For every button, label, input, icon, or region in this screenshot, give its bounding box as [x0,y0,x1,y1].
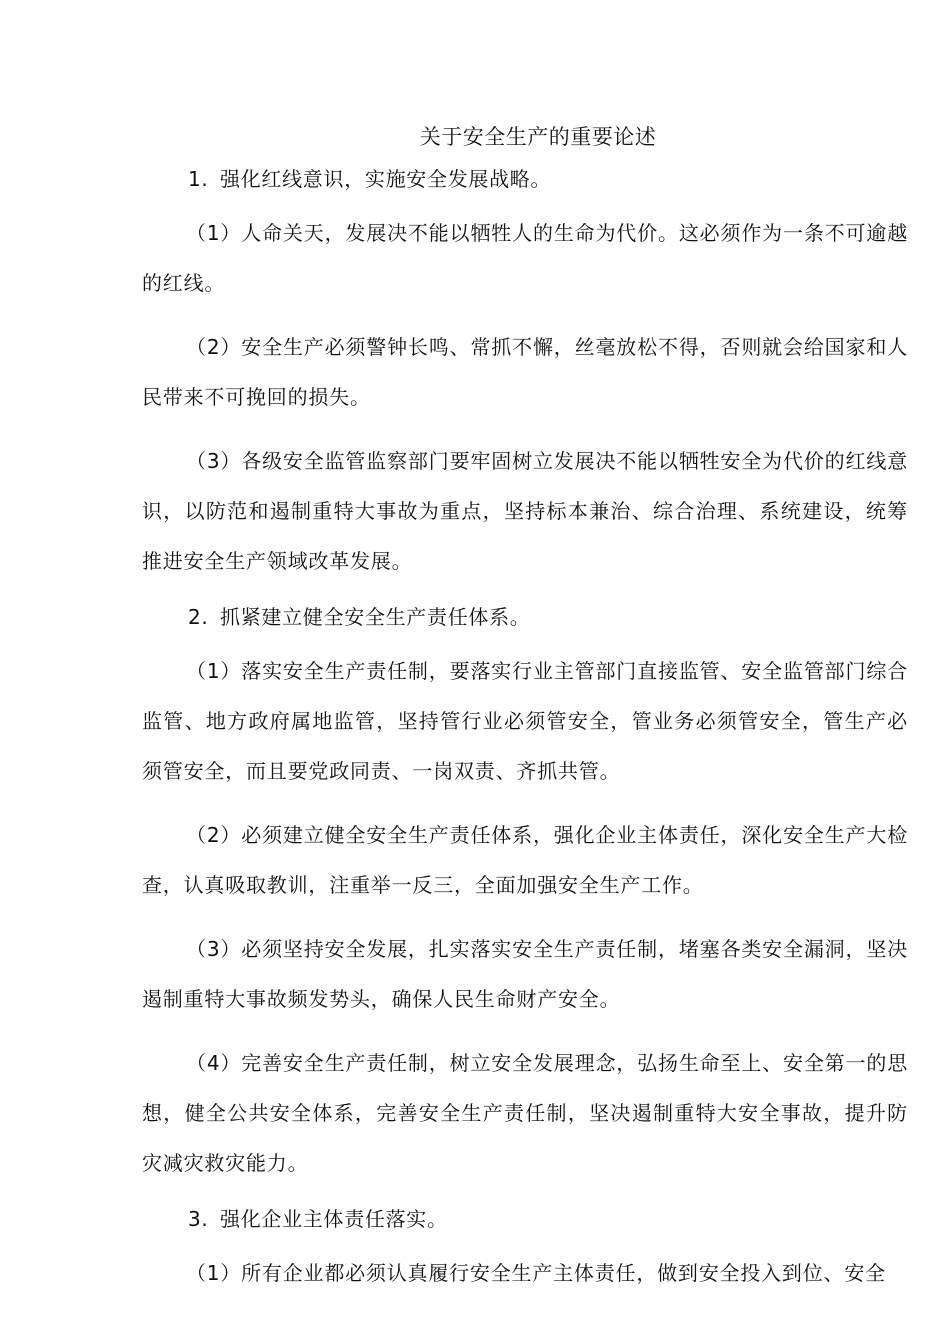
section-heading-text: 强化企业主体责任落实。 [220,1207,448,1231]
paragraph: （1）落实安全生产责任制，要落实行业主管部门直接监管、安全监管部门综合监管、地方政府属地监管，坚持管行业必须管安全，管业务必须管安全，管生产必须管安全，而且要党政同责、一岗双责、齐抓共管。 [142,659,908,783]
section-heading-text: 抓紧建立健全安全生产责任体系。 [220,605,531,629]
paragraph: （3）各级安全监管监察部门要牢固树立发展决不能以牺牲安全为代价的红线意识，以防范和遏制重特大事故为重点，坚持标本兼治、综合治理、系统建设，统筹推进安全生产领域改革发展。 [142,449,908,573]
section-number: 3. [188,1207,209,1231]
section-heading-2 [142,600,908,634]
document-content [142,118,908,1298]
section-heading-1 [142,162,908,196]
paragraph: （1）所有企业都必须认真履行安全生产主体责任，做到安全投入到位、安全 [186,1261,886,1285]
document-title: 关于安全生产的重要论述 [419,125,657,149]
paragraph: （1）人命关天，发展决不能以牺牲人的生命为代价。这必须作为一条不可逾越的红线。 [142,221,908,295]
section-heading-text: 强化红线意识，实施安全发展战略。 [220,167,552,191]
section-heading-3 [142,1202,908,1236]
paragraph: （3）必须坚持安全发展，扎实落实安全生产责任制，堵塞各类安全漏洞，坚决遏制重特大事故频发势头，确保人民生命财产安全。 [142,937,908,1011]
section-number: 2. [188,605,209,629]
paragraph: （2）安全生产必须警钟长鸣、常抓不懈，丝毫放松不得，否则就会给国家和人民带来不可挽回的损失。 [142,335,908,409]
paragraph: （2）必须建立健全安全生产责任体系，强化企业主体责任，深化安全生产大检查，认真吸取教训，注重举一反三，全面加强安全生产工作。 [142,823,908,897]
paragraph: （4）完善安全生产责任制，树立安全发展理念，弘扬生命至上、安全第一的思想，健全公共安全体系，完善安全生产责任制，坚决遏制重特大安全事故，提升防灾减灾救灾能力。 [142,1051,908,1175]
section-number: 1. [188,167,209,191]
